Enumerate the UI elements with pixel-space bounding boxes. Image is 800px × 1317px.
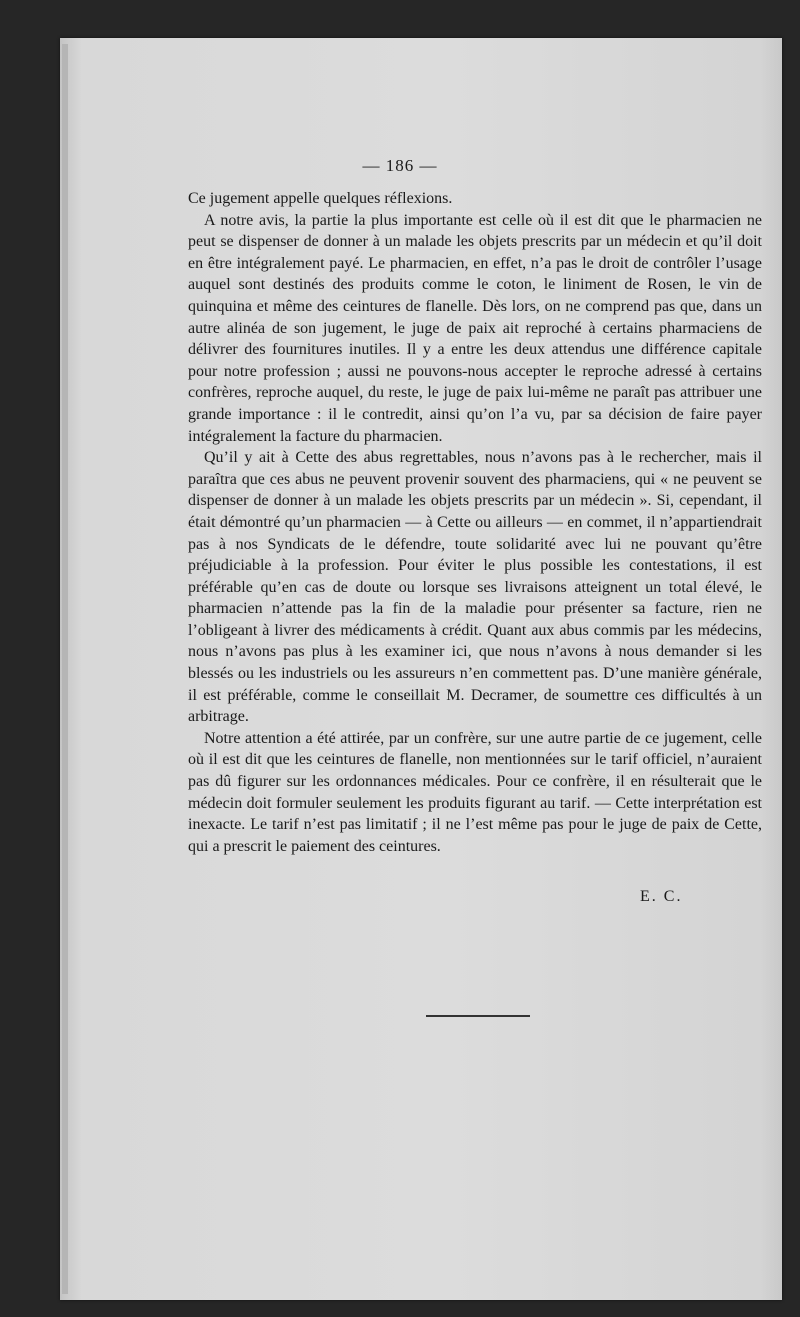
paragraph-4: Notre attention a été attirée, par un confrère, sur une autre partie de ce jugement, celle où il est dit que les ceintures de flanelle, non mentionnées sur le tarif officiel, n’auraient pas dû figurer sur les ordonnances médicales. Pour ce confrère, il en résulterait que le médecin doit formuler seulement les produits figurant au tarif. — Cette interprétation est inexacte. Le tarif n’est pas limitatif ; il ne l’est même pas pour le juge de paix de Cette, qui a prescrit le paiement des ceintures. — [188, 729, 762, 855]
page-number: — 186 — — [362, 156, 438, 175]
paragraph-1: Ce jugement appelle quelques réflexions. — [188, 190, 453, 207]
paragraph-2: A notre avis, la partie la plus importante est celle où il est dit que le pharmacien ne peut se dispenser de donner à un malade les objets prescrits par un médecin et qu’il doit en être intégralement payé. Le pharmacien, en effet, n’a pas le droit de contrôler l’usage auquel sont destinés des produits comme le coton, le liniment de Rosen, le vin de quinquina et même des ceintures de flanelle. Dès lors, on ne comprend pas que, dans un autre alinéa de son jugement, le juge de paix ait reproché à certains pharmaciens de délivrer des fournitures inutiles. Il y a entre les deux attendus une différence capitale pour notre profession ; aussi ne pouvons-nous accepter le reproche adressé à certains confrères, reproche auquel, du reste, le juge de paix lui-même ne paraît pas attribuer une grande importance : il le contredit, ainsi qu’on l’a vu, par sa décision de faire payer intégralement la facture du pharmacien. — [188, 211, 762, 445]
author-signature: E. C. — [640, 888, 683, 905]
end-rule-divider — [426, 1015, 530, 1017]
page-gutter-edge — [62, 44, 68, 1294]
paragraph-3: Qu’il y ait à Cette des abus regrettables, nous n’avons pas à le rechercher, mais il paraîtra que ces abus ne peuvent provenir souvent des pharmaciens, qui « ne peuvent se dispenser de donner à un malade les objets prescrits par un médecin ». Si, cependant, il était démontré qu’un pharmacien — à Cette ou ailleurs — en commet, il n’appartiendrait pas à nos Syndicats de le défendre, toute solidarité avec lui ne pouvant qu’être préjudiciable à la profession. Pour éviter le plus possible les contestations, il est préférable qu’en cas de doute ou lorsque ses livraisons atteignent un total élevé, le pharmacien n’attende pas la fin de la maladie pour présenter sa facture, rien ne l’obligeant à livrer des médicaments à crédit. Quant aux abus commis par les médecins, nous n’avons pas plus à les examiner ici, que nous n’avons à nous demander si les blessés ou les industriels ou les assureurs n’en commettent pas. D’une manière générale, il est préférable, comme le conseillait M. Decramer, de soumettre ces difficultés à un arbitrage. — [188, 449, 762, 726]
article-body — [188, 188, 762, 857]
